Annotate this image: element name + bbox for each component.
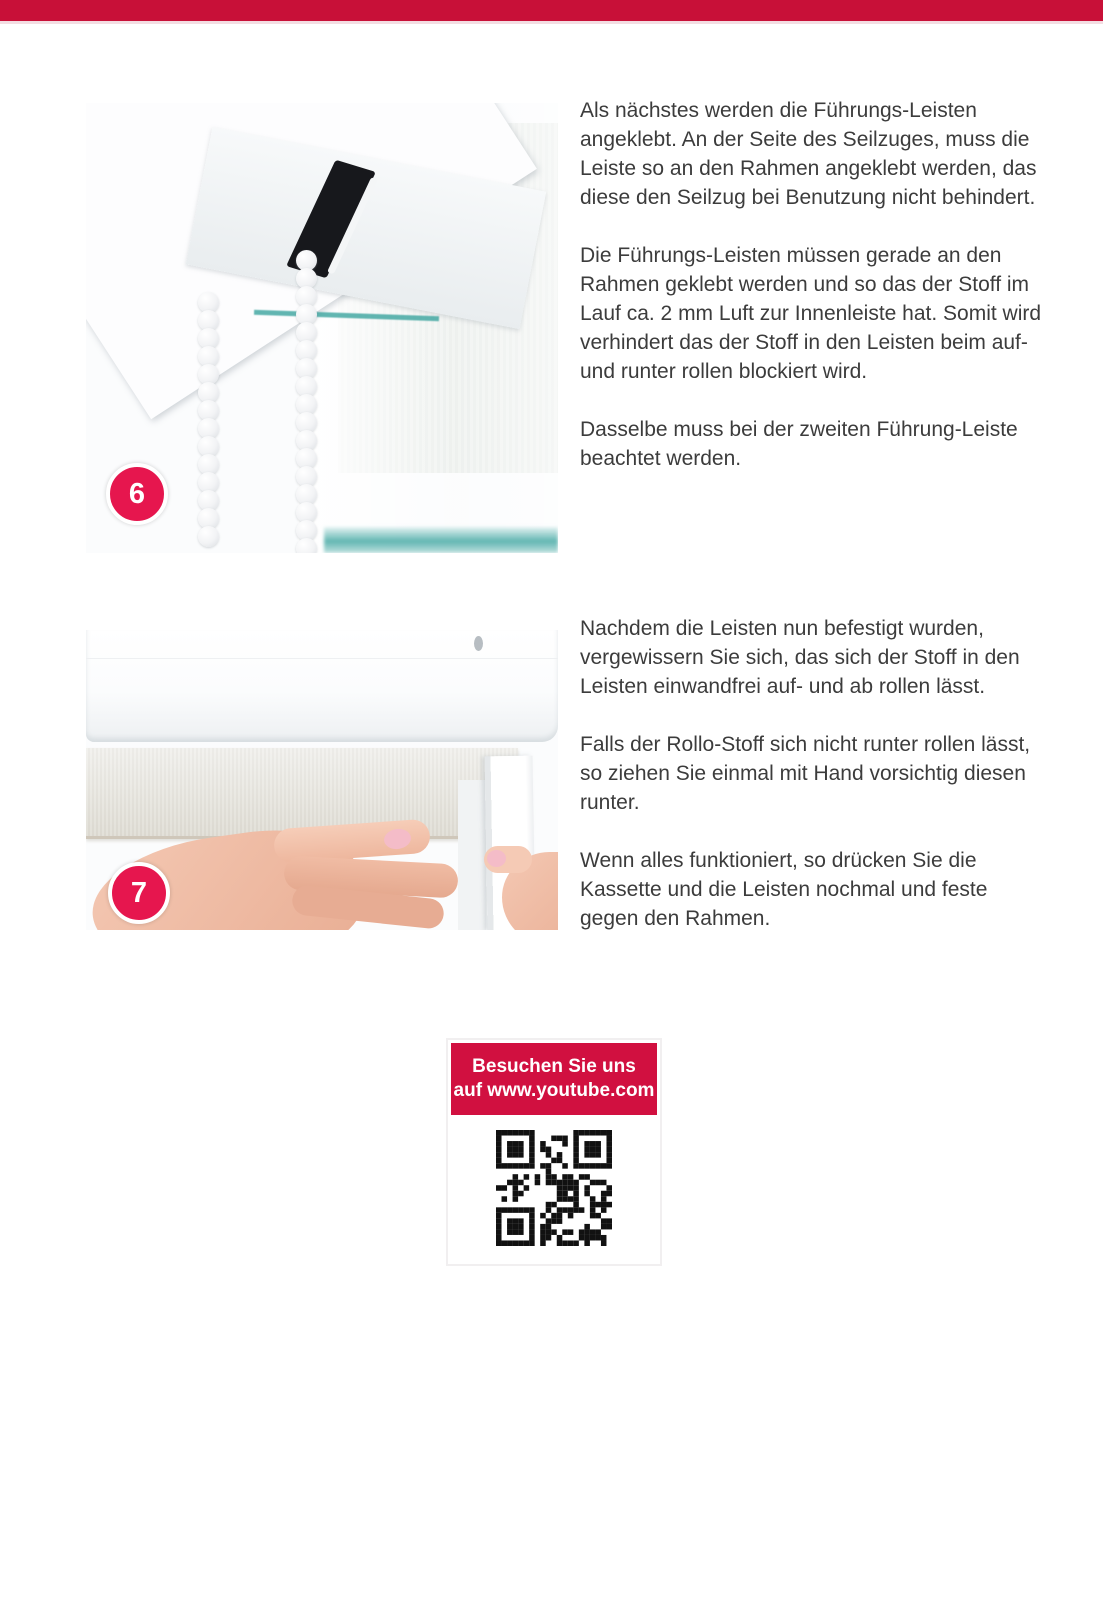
step-6-text — [580, 96, 1048, 502]
paragraph: Als nächstes werden die Führungs-Leisten angeklebt. An der Seite des Seilzuges, muss die Leiste so an den Rahmen angeklebt werden, das diese den Seilzug bei Benutzung nicht behindert. — [580, 99, 1037, 209]
youtube-banner-line1: Besuchen Sie uns — [472, 1056, 636, 1077]
teal-frame-strip — [324, 527, 558, 553]
youtube-banner — [451, 1043, 657, 1115]
screw — [474, 636, 483, 651]
blind-cassette-bar — [86, 630, 558, 742]
youtube-banner-line2: auf www.youtube.com — [453, 1080, 655, 1101]
qr-code-icon — [496, 1130, 612, 1246]
step-number-badge — [108, 862, 170, 924]
fingernail — [487, 850, 506, 867]
guide-rail-back — [458, 780, 486, 930]
youtube-card — [446, 1038, 662, 1266]
paragraph: Die Führungs-Leisten müssen gerade an den Rahmen geklebt werden und so das der Stoff im Lauf ca. 2 mm Luft zur Innenleiste hat. Somit wird verhindert das der Stoff in den Leisten beim auf- und runter rollen blockiert wird. — [580, 244, 1042, 383]
bead-chain-left — [198, 295, 219, 547]
step-number: 6 — [128, 477, 146, 510]
roller-fabric — [86, 748, 518, 839]
step-number-badge — [106, 463, 168, 525]
photo-step-6 — [86, 103, 558, 553]
header-bar — [0, 0, 1103, 24]
paragraph: Wenn alles funktioniert, so drücken Sie die Kassette und die Leisten nochmal und feste gegen den Rahmen. — [580, 849, 988, 930]
bead-chain-right — [296, 253, 317, 553]
step-number: 7 — [130, 876, 148, 909]
photo-step-7 — [86, 630, 558, 930]
paragraph: Falls der Rollo-Stoff sich nicht runter rollen lässt, so ziehen Sie einmal mit Hand vorsichtig diesen runter. — [580, 733, 1031, 814]
paragraph: Dasselbe muss bei der zweiten Führung-Leiste beachtet werden. — [580, 418, 1018, 470]
step-7-text — [580, 614, 1048, 962]
paragraph: Nachdem die Leisten nun befestigt wurden, vergewissern Sie sich, das sich der Stoff in den Leisten einwandfrei auf- und ab rollen lässt. — [580, 617, 1020, 698]
